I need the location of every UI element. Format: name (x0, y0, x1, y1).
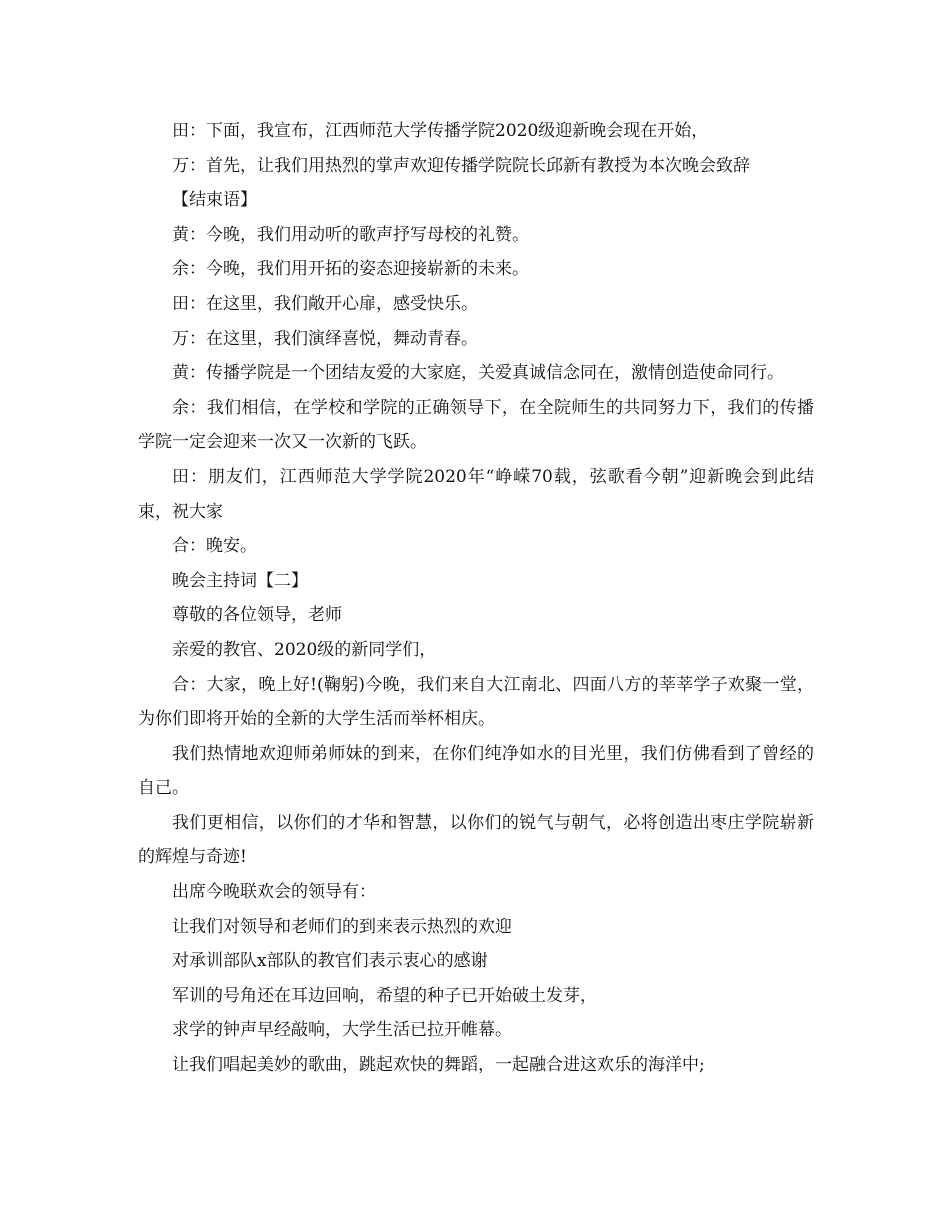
paragraph-16: 我们热情地欢迎师弟师妹的到来，在你们纯净如水的目光里，我们仿佛看到了曾经的自己。 (138, 743, 814, 799)
paragraph-19: 让我们对领导和老师们的到来表示热烈的欢迎 (172, 916, 512, 937)
paragraph-17: 我们更相信，以你们的才华和智慧，以你们的锐气与朝气，必将创造出枣庄学院崭新的辉煌与奇迹! (138, 812, 814, 868)
paragraph-15: 合：大家，晚上好!(鞠躬)今晚，我们来自大江南北、四面八方的莘莘学子欢聚一堂，为你们即将开始的全新的大学生活而举杯相庆。 (138, 674, 814, 730)
paragraph-7: 万：在这里，我们演绎喜悦，舞动青春。 (172, 328, 478, 349)
section-heading-part-two: 晚会主持词【二】 (172, 570, 308, 591)
paragraph-21: 军训的号角还在耳边回响，希望的种子已开始破土发芽， (172, 985, 597, 1006)
paragraph-1: 田：下面，我宣布，江西师范大学传播学院2020级迎新晚会现在开始， (172, 121, 709, 141)
paragraph-10: 田：朋友们，江西师范大学学院2020年“峥嵘70载，弦歌看今朝”迎新晚会到此结束，祝大家 (138, 466, 814, 522)
paragraph-5: 余：今晚，我们用开拓的姿态迎接崭新的未来。 (172, 259, 529, 280)
paragraph-2: 万：首先，让我们用热烈的掌声欢迎传播学院院长邱新有教授为本次晚会致辞 (172, 155, 750, 176)
paragraph-18: 出席今晚联欢会的领导有： (172, 882, 376, 903)
paragraph-14: 亲爱的教官、2020级的新同学们， (172, 639, 437, 660)
paragraph-22: 求学的钟声早经敲响，大学生活已拉开帷幕。 (172, 1020, 512, 1041)
paragraph-4: 黄：今晚，我们用动听的歌声抒写母校的礼赞。 (172, 224, 529, 245)
paragraph-20: 对承训部队x部队的教官们表示衷心的感谢 (172, 951, 488, 972)
paragraph-6: 田：在这里，我们敞开心扉，感受快乐。 (172, 293, 478, 314)
paragraph-11: 合：晚安。 (172, 536, 257, 557)
paragraph-13: 尊敬的各位领导，老师 (172, 605, 342, 626)
section-heading-closing: 【结束语】 (172, 190, 257, 211)
paragraph-23: 让我们唱起美妙的歌曲，跳起欢快的舞蹈，一起融合进这欢乐的海洋中; (172, 1055, 705, 1076)
paragraph-9: 余：我们相信，在学校和学院的正确领导下，在全院师生的共同努力下，我们的传播学院一定会迎来一次又一次新的飞跃。 (138, 397, 814, 453)
paragraph-8: 黄：传播学院是一个团结友爱的大家庭，关爱真诚信念同在，激情创造使命同行。 (172, 363, 784, 384)
document-body (138, 114, 814, 1083)
